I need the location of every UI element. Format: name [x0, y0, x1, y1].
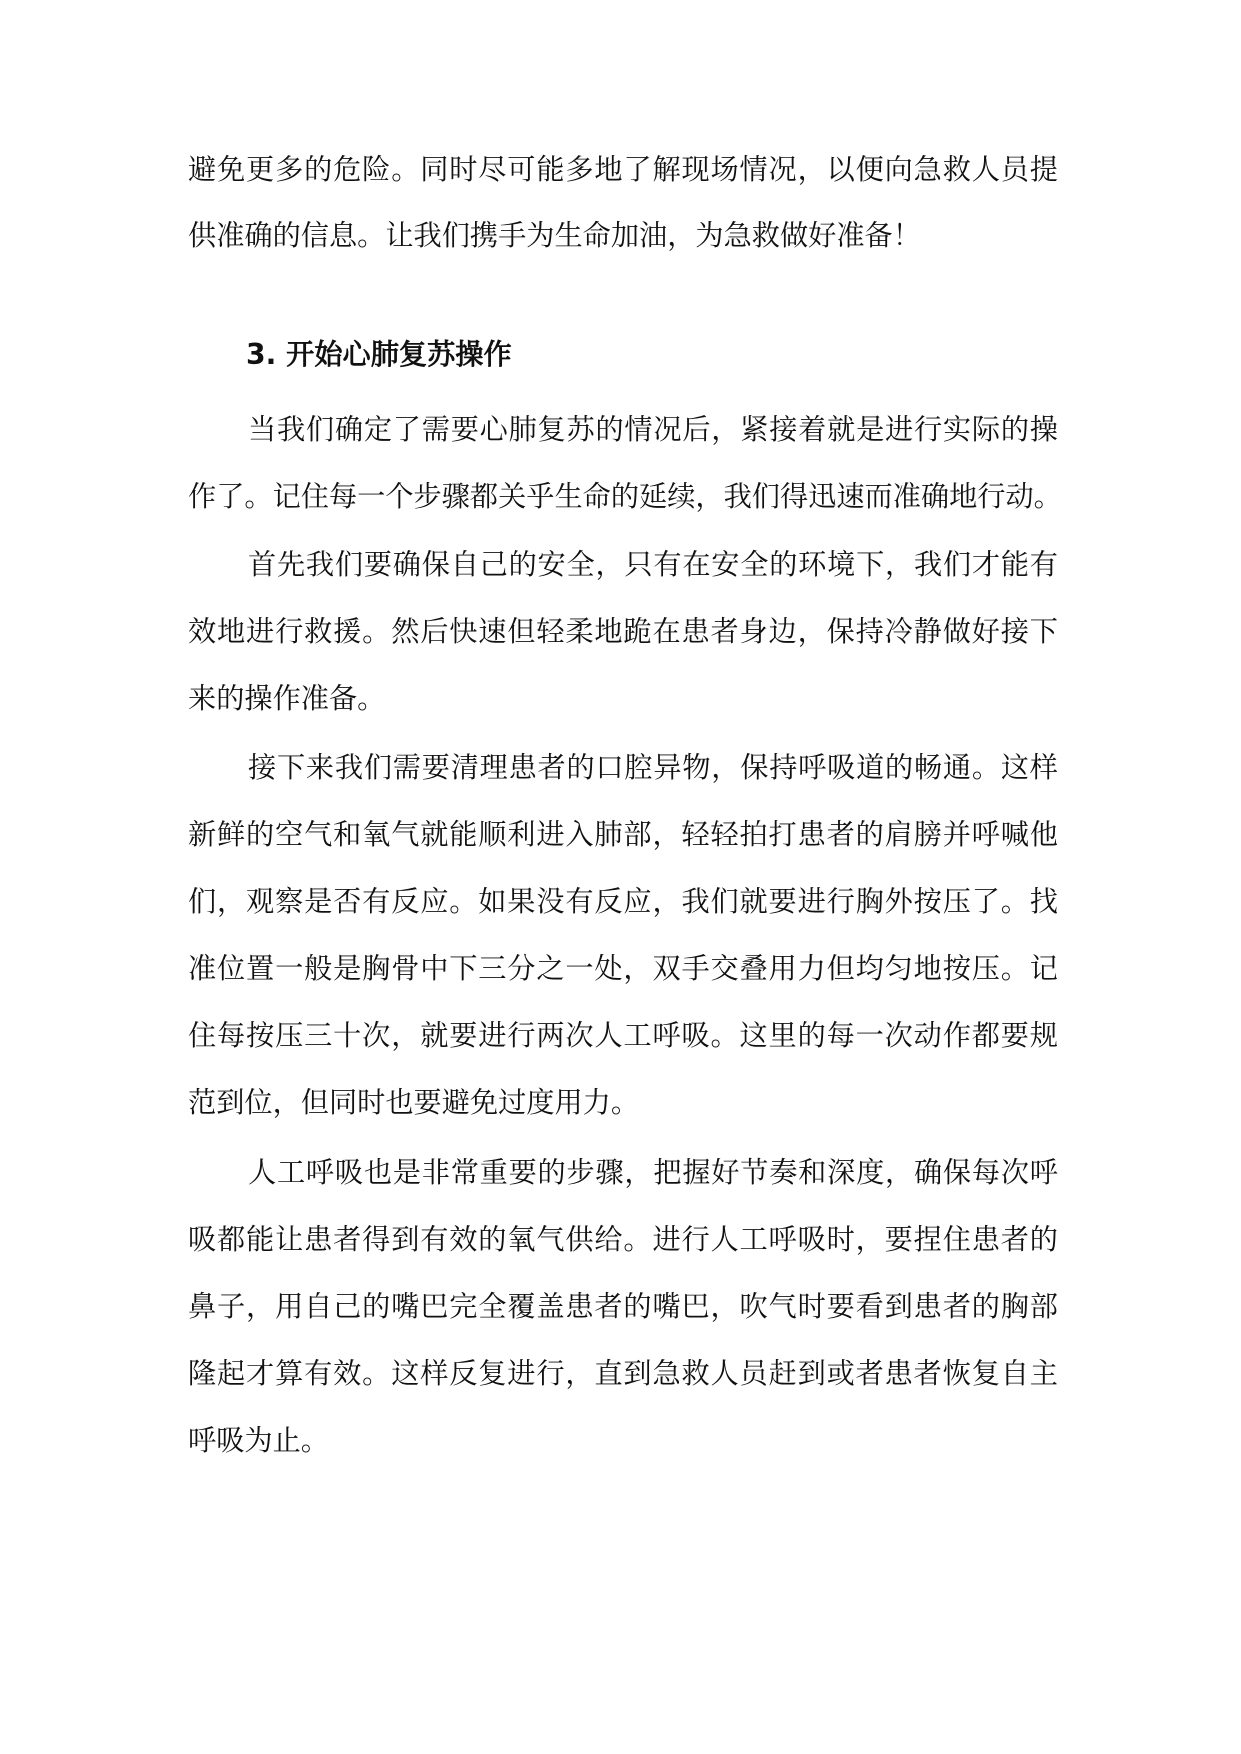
section-heading: 3. 开始心肺复苏操作	[246, 338, 512, 371]
paragraph-line: 接下来我们需要清理患者的口腔异物，保持呼吸道的畅通。这样	[248, 751, 1058, 784]
paragraph-line: 准位置一般是胸骨中下三分之一处，双手交叠用力但均匀地按压。记	[188, 952, 1058, 985]
paragraph-line: 效地进行救援。然后快速但轻柔地跪在患者身边，保持冷静做好接下	[188, 615, 1058, 648]
paragraph-line: 人工呼吸也是非常重要的步骤，把握好节奏和深度，确保每次呼	[248, 1156, 1058, 1189]
paragraph-line: 首先我们要确保自己的安全，只有在安全的环境下，我们才能有	[248, 548, 1058, 581]
paragraph-line: 鼻子，用自己的嘴巴完全覆盖患者的嘴巴，吹气时要看到患者的胸部	[188, 1290, 1058, 1323]
paragraph-line: 吸都能让患者得到有效的氧气供给。进行人工呼吸时，要捏住患者的	[188, 1223, 1058, 1256]
paragraph-line: 作了。记住每一个步骤都关乎生命的延续，我们得迅速而准确地行动。	[188, 480, 1062, 513]
paragraph-line: 当我们确定了需要心肺复苏的情况后，紧接着就是进行实际的操	[248, 413, 1058, 446]
paragraph-line: 供准确的信息。让我们携手为生命加油，为急救做好准备！	[188, 219, 921, 252]
paragraph-line: 来的操作准备。	[188, 682, 386, 715]
paragraph-line: 避免更多的危险。同时尽可能多地了解现场情况，以便向急救人员提	[188, 153, 1058, 186]
paragraph-line: 呼吸为止。	[188, 1424, 329, 1457]
paragraph-line: 范到位，但同时也要避免过度用力。	[188, 1086, 640, 1119]
paragraph-line: 隆起才算有效。这样反复进行，直到急救人员赶到或者患者恢复自主	[188, 1357, 1058, 1390]
paragraph-line: 们，观察是否有反应。如果没有反应，我们就要进行胸外按压了。找	[188, 885, 1058, 918]
paragraph-line: 新鲜的空气和氧气就能顺利进入肺部，轻轻拍打患者的肩膀并呼喊他	[188, 818, 1058, 851]
paragraph-line: 住每按压三十次，就要进行两次人工呼吸。这里的每一次动作都要规	[188, 1019, 1058, 1052]
